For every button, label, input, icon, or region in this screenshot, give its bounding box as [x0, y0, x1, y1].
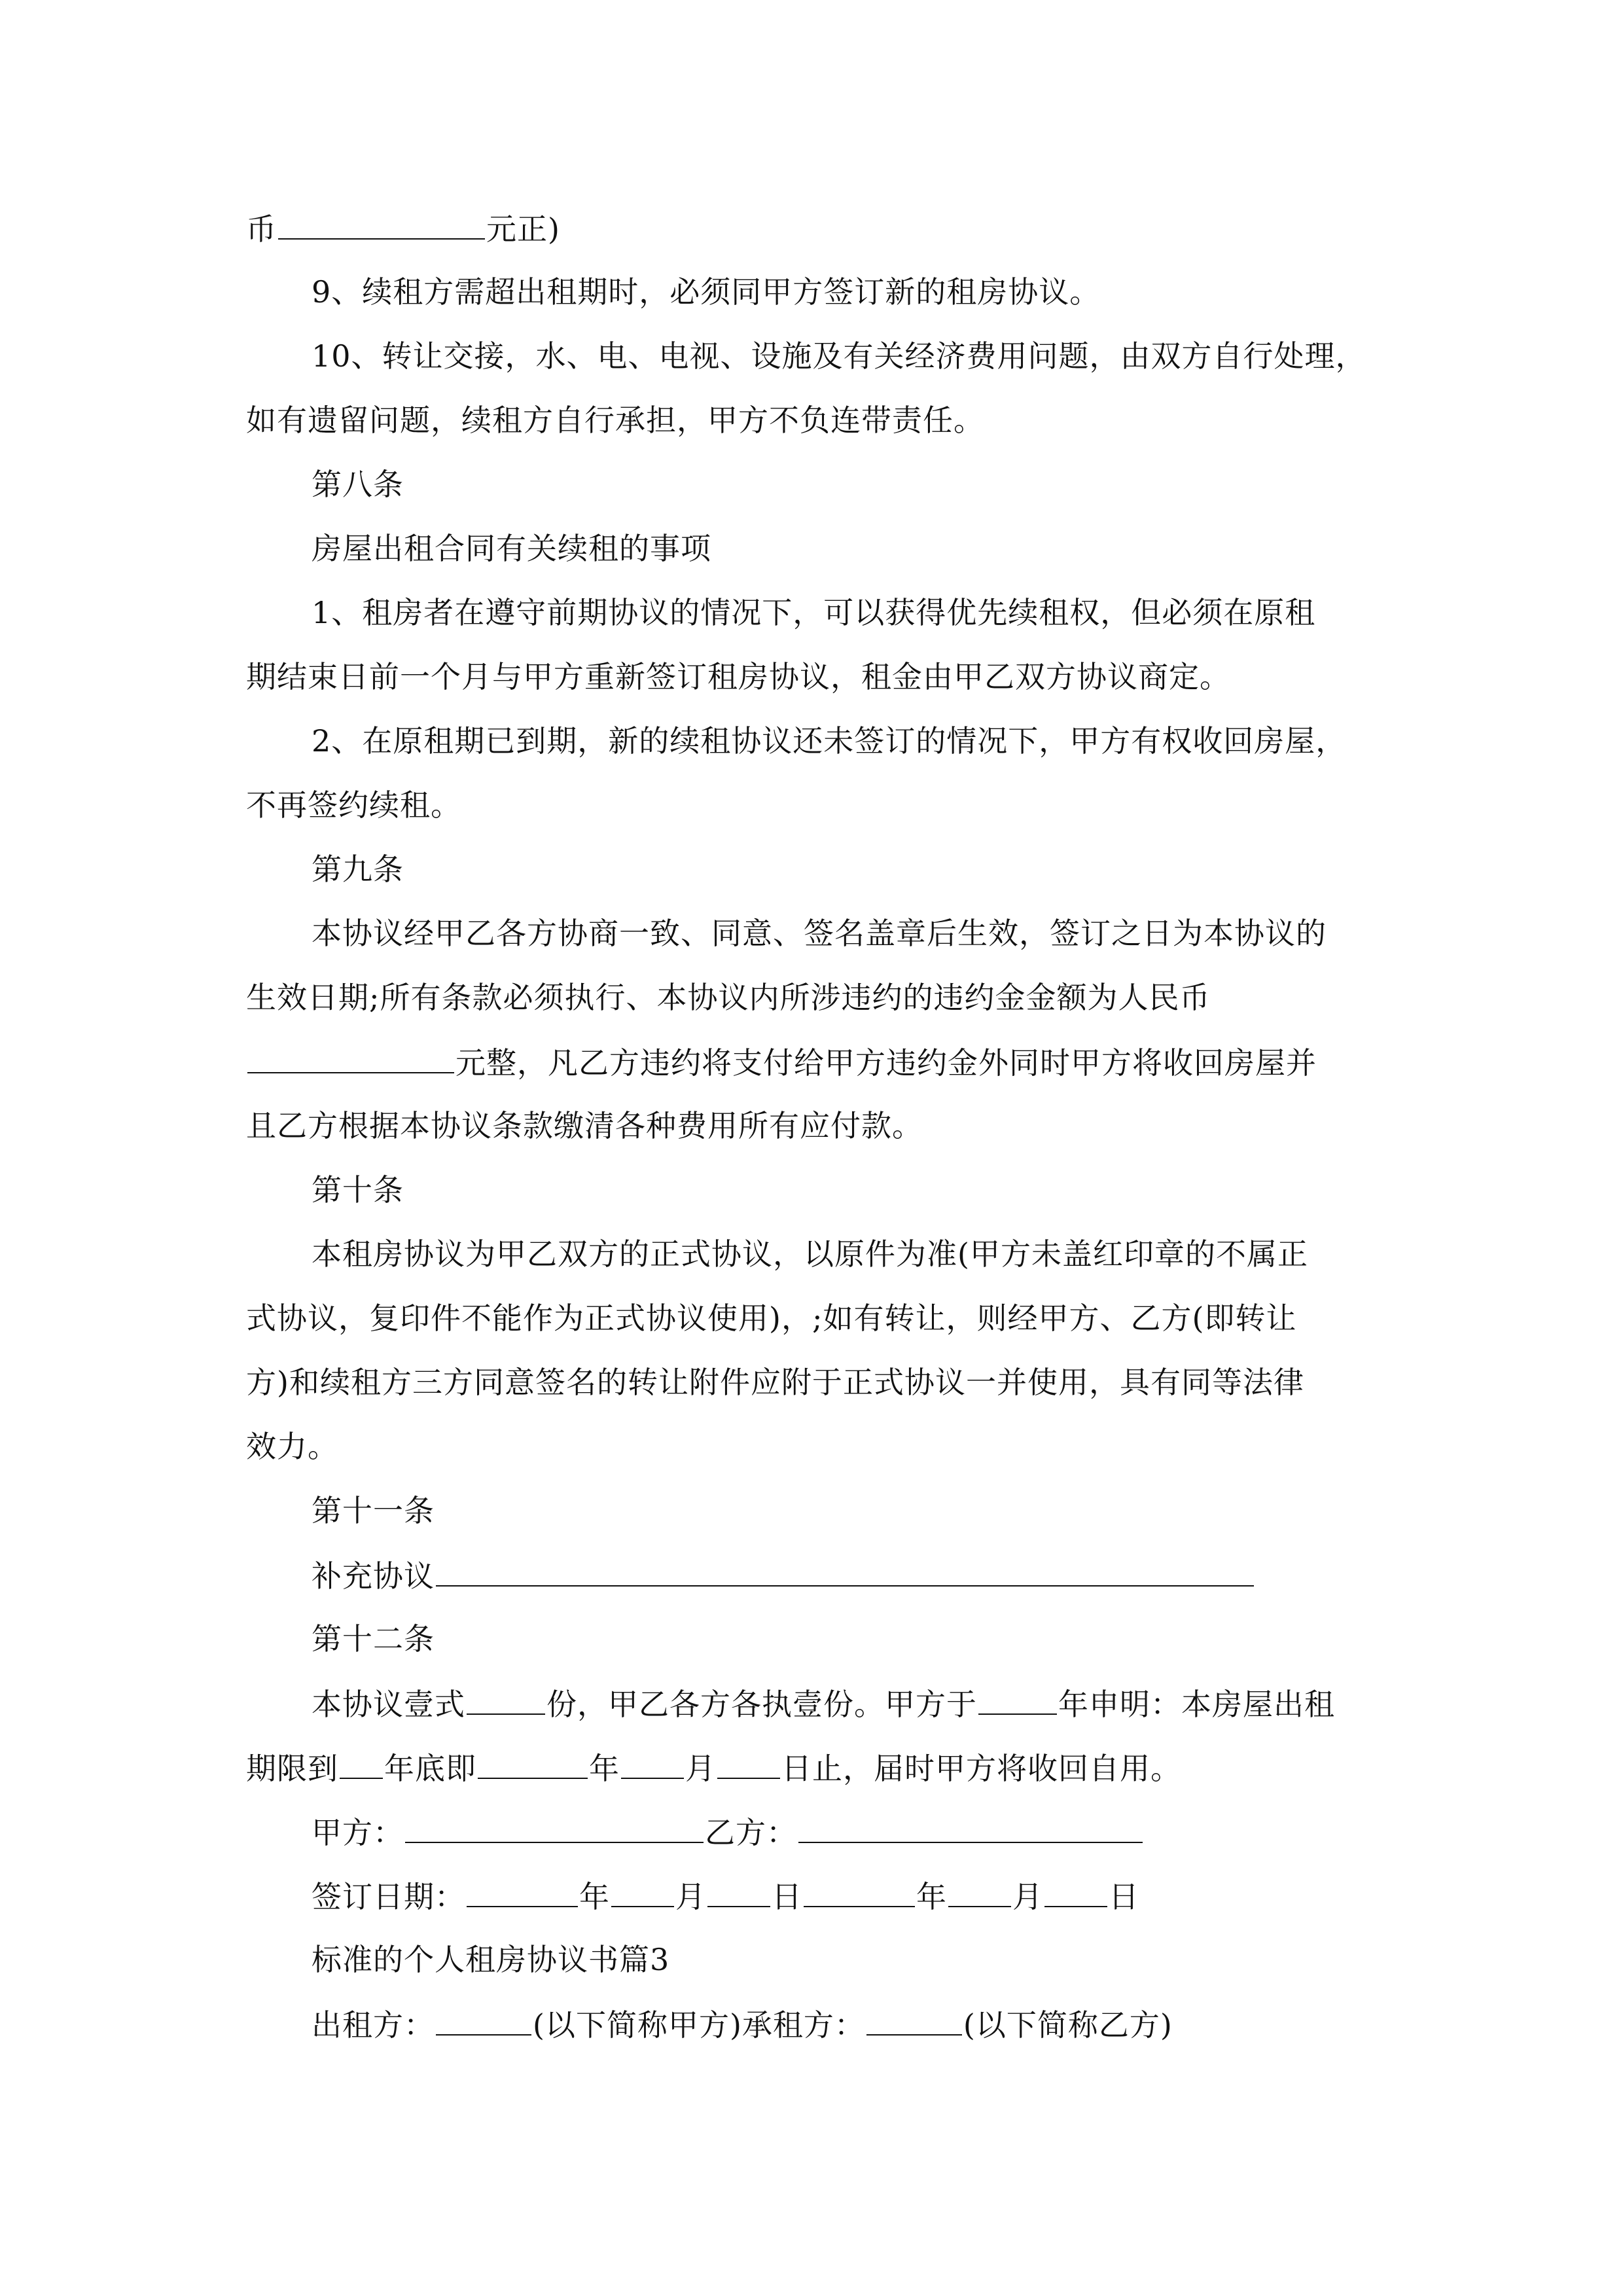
text-line: 房屋出租合同有关续租的事项 — [312, 531, 711, 566]
blank-field — [436, 1555, 1254, 1587]
blank-field — [1044, 1876, 1107, 1907]
blank-field — [467, 1683, 545, 1715]
text: 元正) — [486, 211, 560, 247]
blank-field — [707, 1876, 770, 1907]
text: 年 — [579, 1879, 610, 1914]
text-line — [246, 208, 560, 247]
text-line: 1、租房者在遵守前期协议的情况下，可以获得优先续租权，但必须在原租 — [312, 595, 1316, 630]
text: 月 — [675, 1879, 706, 1914]
text: 日止，届时甲方将收回自用。 — [781, 1751, 1181, 1786]
blank-field — [717, 1748, 780, 1779]
text-line — [246, 1042, 1317, 1081]
blank-field — [436, 2004, 531, 2036]
text-line: 如有遗留问题，续租方自行承担，甲方不负连带责任。 — [246, 403, 984, 438]
text-line: 期结束日前一个月与甲方重新签订租房协议，租金由甲乙双方协议商定。 — [246, 659, 1230, 694]
section-heading: 第十条 — [312, 1172, 404, 1208]
text: 期限到 — [246, 1751, 338, 1786]
text: 出租方： — [312, 2007, 435, 2043]
text-line — [312, 2004, 1173, 2043]
section-title: 标准的个人租房协议书篇3 — [312, 1942, 670, 1977]
text-line — [312, 1683, 1335, 1723]
text: 补充协议 — [312, 1558, 435, 1594]
text-line — [312, 1555, 1255, 1594]
blank-field — [798, 1812, 1143, 1843]
text: 甲方： — [312, 1815, 404, 1850]
text-line: 生效日期;所有条款必须执行、本协议内所涉违约的违约金金额为人民币 — [246, 980, 1211, 1015]
blank-field — [804, 1876, 915, 1907]
blank-field — [611, 1876, 674, 1907]
text-line: 9、续租方需超出租期时，必须同甲方签订新的租房协议。 — [312, 274, 1101, 310]
section-heading: 第九条 — [312, 852, 404, 887]
text: 日 — [772, 1879, 802, 1914]
section-heading: 第八条 — [312, 467, 404, 502]
blank-field — [467, 1876, 578, 1907]
blank-field — [247, 1042, 454, 1073]
text: 年 — [916, 1879, 947, 1914]
text: 年底即 — [384, 1751, 476, 1786]
blank-field — [621, 1748, 684, 1779]
text: 月 — [685, 1751, 716, 1786]
text: 币 — [246, 211, 277, 247]
blank-field — [978, 1683, 1057, 1715]
text: 年申明：本房屋出租 — [1058, 1687, 1335, 1722]
text-line: 式协议，复印件不能作为正式协议使用)，;如有转让，则经甲方、乙方(即转让 — [246, 1300, 1297, 1336]
text-line: 2、在原租期已到期，新的续租协议还未签订的情况下，甲方有权收回房屋， — [312, 723, 1347, 759]
text: 本协议壹式 — [312, 1687, 465, 1722]
text-line — [312, 1876, 1139, 1915]
blank-field — [340, 1748, 383, 1779]
text: 元整，凡乙方违约将支付给甲方违约金外同时甲方将收回房屋并 — [455, 1045, 1317, 1081]
blank-field — [478, 1748, 588, 1779]
text-line: 10、转让交接，水、电、电视、设施及有关经济费用问题，由双方自行处理， — [312, 338, 1366, 374]
text: (以下简称甲方)承租方： — [533, 2007, 865, 2043]
section-heading: 第十二条 — [312, 1621, 435, 1657]
text-line — [312, 1812, 1144, 1851]
section-heading: 第十一条 — [312, 1493, 435, 1528]
text-line — [246, 1748, 1181, 1787]
text-line: 不再签约续租。 — [246, 787, 461, 823]
text: 日 — [1109, 1879, 1139, 1914]
text: (以下简称乙方) — [963, 2007, 1173, 2043]
text-line: 方)和续租方三方同意签名的转让附件应附于正式协议一并使用，具有同等法律 — [246, 1365, 1304, 1400]
blank-field — [278, 208, 485, 240]
text: 乙方： — [705, 1815, 797, 1850]
blank-field — [948, 1876, 1011, 1907]
text-line: 本协议经甲乙各方协商一致、同意、签名盖章后生效，签订之日为本协议的 — [312, 916, 1327, 951]
text-line: 本租房协议为甲乙双方的正式协议，以原件为准(甲方未盖红印章的不属正 — [312, 1236, 1308, 1272]
text: 签订日期： — [312, 1879, 465, 1914]
text-line: 且乙方根据本协议条款缴清各种费用所有应付款。 — [246, 1108, 923, 1143]
text: 年 — [589, 1751, 620, 1786]
text: 份，甲乙各方各执壹份。甲方于 — [546, 1687, 977, 1722]
blank-field — [405, 1812, 704, 1843]
blank-field — [866, 2004, 962, 2036]
text-line: 效力。 — [246, 1429, 338, 1464]
text: 月 — [1012, 1879, 1043, 1914]
